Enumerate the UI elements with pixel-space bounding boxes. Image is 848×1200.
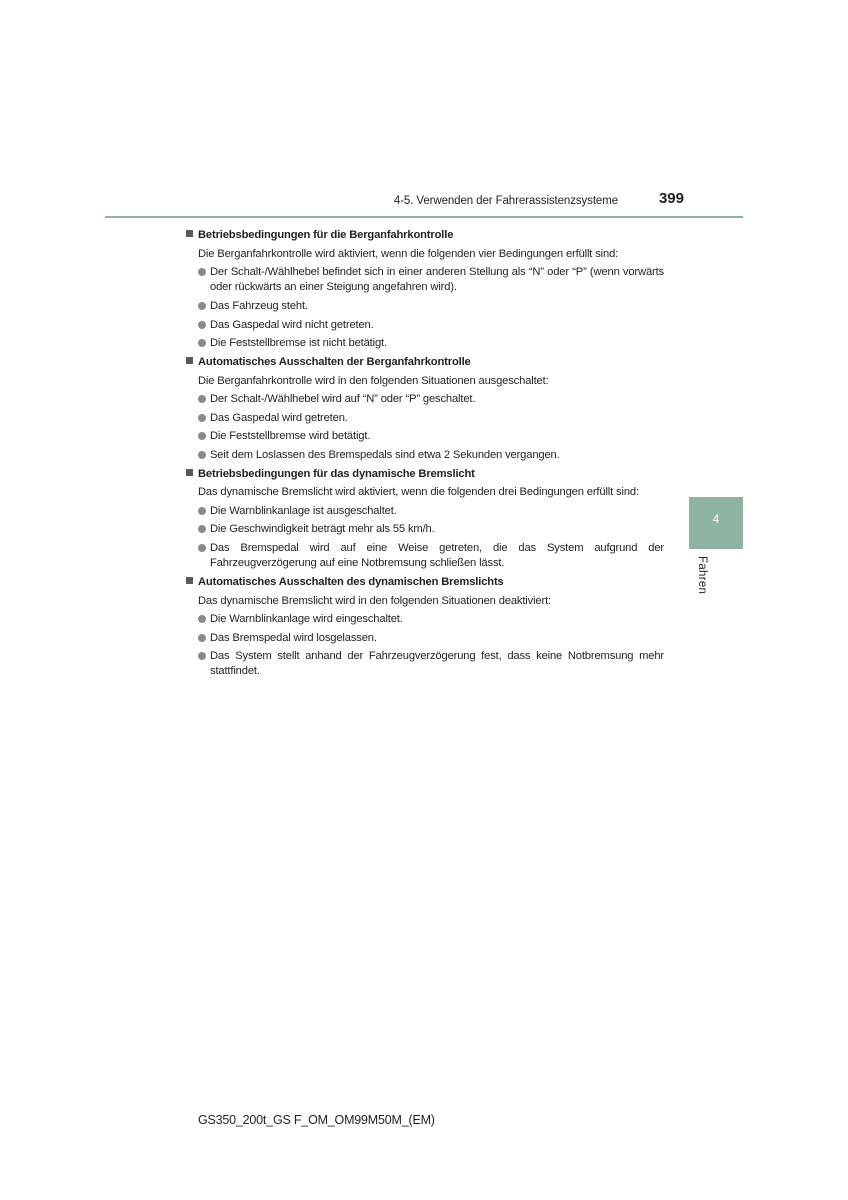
footer-document-code: GS350_200t_GS F_OM_OM99M50M_(EM) <box>198 1113 435 1127</box>
list-item: Das Bremspedal wird losgelassen. <box>198 629 664 648</box>
round-bullet-icon <box>198 652 206 660</box>
chapter-tab-number: 4 <box>712 512 720 526</box>
list-item: Das Gaspedal wird getreten. <box>198 409 664 428</box>
bullet-list <box>186 263 664 353</box>
list-item: Das System stellt anhand der Fahrzeugverzögerung fest, dass keine Notbremsung mehr stattfindet. <box>198 647 664 681</box>
section-intro: Die Berganfahrkontrolle wird in den folgenden Situationen ausgeschaltet: <box>198 374 549 387</box>
list-item: Die Warnblinkanlage wird eingeschaltet. <box>198 610 664 629</box>
round-bullet-icon <box>198 432 206 440</box>
round-bullet-icon <box>198 321 206 329</box>
chapter-tab-label: Fahren <box>696 556 708 595</box>
round-bullet-icon <box>198 302 206 310</box>
list-item: Die Warnblinkanlage ist ausgeschaltet. <box>198 502 664 521</box>
square-bullet-icon <box>186 357 193 364</box>
round-bullet-icon <box>198 395 206 403</box>
list-item: Die Feststellbremse ist nicht betätigt. <box>198 334 664 353</box>
round-bullet-icon <box>198 525 206 533</box>
section-title: Automatisches Ausschalten der Berganfahrkontrolle <box>198 355 471 368</box>
section-hill-start-conditions <box>186 226 664 353</box>
section-title: Betriebsbedingungen für die Berganfahrkontrolle <box>198 229 454 241</box>
section-intro: Das dynamische Bremslicht wird aktiviert, wenn die folgenden drei Bedingungen erfüllt sind: <box>198 486 639 499</box>
list-item: Der Schalt-/Wählhebel befindet sich in einer anderen Stellung als “N” oder “P” (wenn vorwärts oder rückwärts an einer Steigung angefahren wird). <box>198 263 664 297</box>
bullet-list <box>186 390 664 464</box>
square-bullet-icon <box>186 577 193 584</box>
round-bullet-icon <box>198 339 206 347</box>
list-item: Das Bremspedal wird auf eine Weise getreten, die das System aufgrund der Fahrzeugverzögerung auf eine Notbremsung schließen lässt. <box>198 539 664 573</box>
list-item: Die Feststellbremse wird betätigt. <box>198 427 664 446</box>
section-hill-start-deactivation <box>186 353 664 465</box>
section-intro: Die Berganfahrkontrolle wird aktiviert, wenn die folgenden vier Bedingungen erfüllt sind: <box>198 247 619 260</box>
header-rule <box>105 216 743 218</box>
bullet-list <box>186 610 664 681</box>
section-intro: Das dynamische Bremslicht wird in den folgenden Situationen deaktiviert: <box>198 594 551 607</box>
bullet-list <box>186 502 664 573</box>
round-bullet-icon <box>198 615 206 623</box>
square-bullet-icon <box>186 469 193 476</box>
round-bullet-icon <box>198 544 206 552</box>
list-item: Das Gaspedal wird nicht getreten. <box>198 316 664 335</box>
round-bullet-icon <box>198 507 206 515</box>
round-bullet-icon <box>198 451 206 459</box>
header-section-title: 4-5. Verwenden der Fahrerassistenzsysteme <box>393 195 618 207</box>
list-item: Der Schalt-/Wählhebel wird auf “N” oder “P” geschaltet. <box>198 390 664 409</box>
square-bullet-icon <box>186 230 193 237</box>
round-bullet-icon <box>198 414 206 422</box>
section-title: Automatisches Ausschalten des dynamischen Bremslichts <box>198 575 504 588</box>
page-number: 399 <box>658 190 684 207</box>
round-bullet-icon <box>198 268 206 276</box>
page-content <box>186 226 664 681</box>
list-item: Seit dem Loslassen des Bremspedals sind etwa 2 Sekunden vergangen. <box>198 446 664 465</box>
round-bullet-icon <box>198 634 206 642</box>
section-brake-light-deactivation <box>186 573 664 681</box>
chapter-tab <box>689 497 743 549</box>
section-brake-light-conditions <box>186 465 664 573</box>
section-title: Betriebsbedingungen für das dynamische Bremslicht <box>198 467 475 480</box>
list-item: Die Geschwindigkeit beträgt mehr als 55 km/h. <box>198 520 664 539</box>
list-item: Das Fahrzeug steht. <box>198 297 664 316</box>
